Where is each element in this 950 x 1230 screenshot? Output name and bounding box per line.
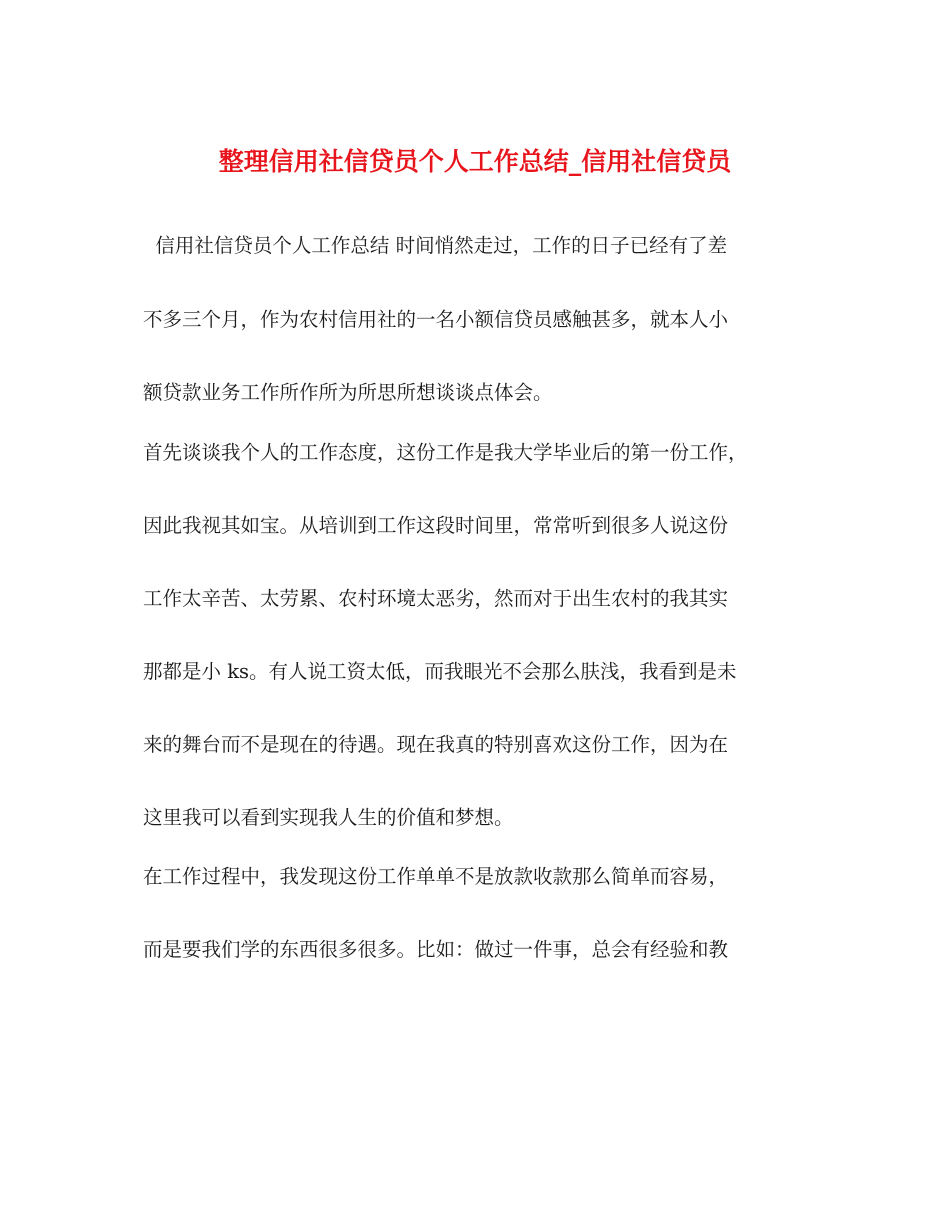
body-line-3: 额贷款业务工作所作所为所思所想谈谈点体会。 xyxy=(143,381,553,404)
body-line-2: 不多三个月，作为农村信用社的一名小额信贷员感触甚多，就本人小 xyxy=(143,308,729,331)
body-line-1: 信用社信贷员个人工作总结 时间悄然走过，工作的日子已经有了差 xyxy=(143,234,728,257)
body-line-6: 工作太辛苦、太劳累、农村环境太恶劣，然而对于出生农村的我其实 xyxy=(143,587,729,610)
body-line-11: 而是要我们学的东西很多很多。比如：做过一件事，总会有经验和教 xyxy=(143,938,729,961)
body-line-5: 因此我视其如宝。从培训到工作这段时间里，常常听到很多人说这份 xyxy=(143,514,729,537)
body-line-4: 首先谈谈我个人的工作态度，这份工作是我大学毕业后的第一份工作， xyxy=(143,441,748,464)
body-line-8: 来的舞台而不是现在的待遇。现在我真的特别喜欢这份工作，因为在 xyxy=(143,733,729,756)
body-line-7: 那都是小 ks。有人说工资太低，而我眼光不会那么肤浅，我看到是未 xyxy=(143,660,737,683)
document-title: 整理信用社信贷员个人工作总结_信用社信贷员 xyxy=(218,147,732,176)
body-line-10: 在工作过程中，我发现这份工作单单不是放款收款那么简单而容易， xyxy=(143,865,729,888)
body-line-9: 这里我可以看到实现我人生的价值和梦想。 xyxy=(143,806,514,829)
